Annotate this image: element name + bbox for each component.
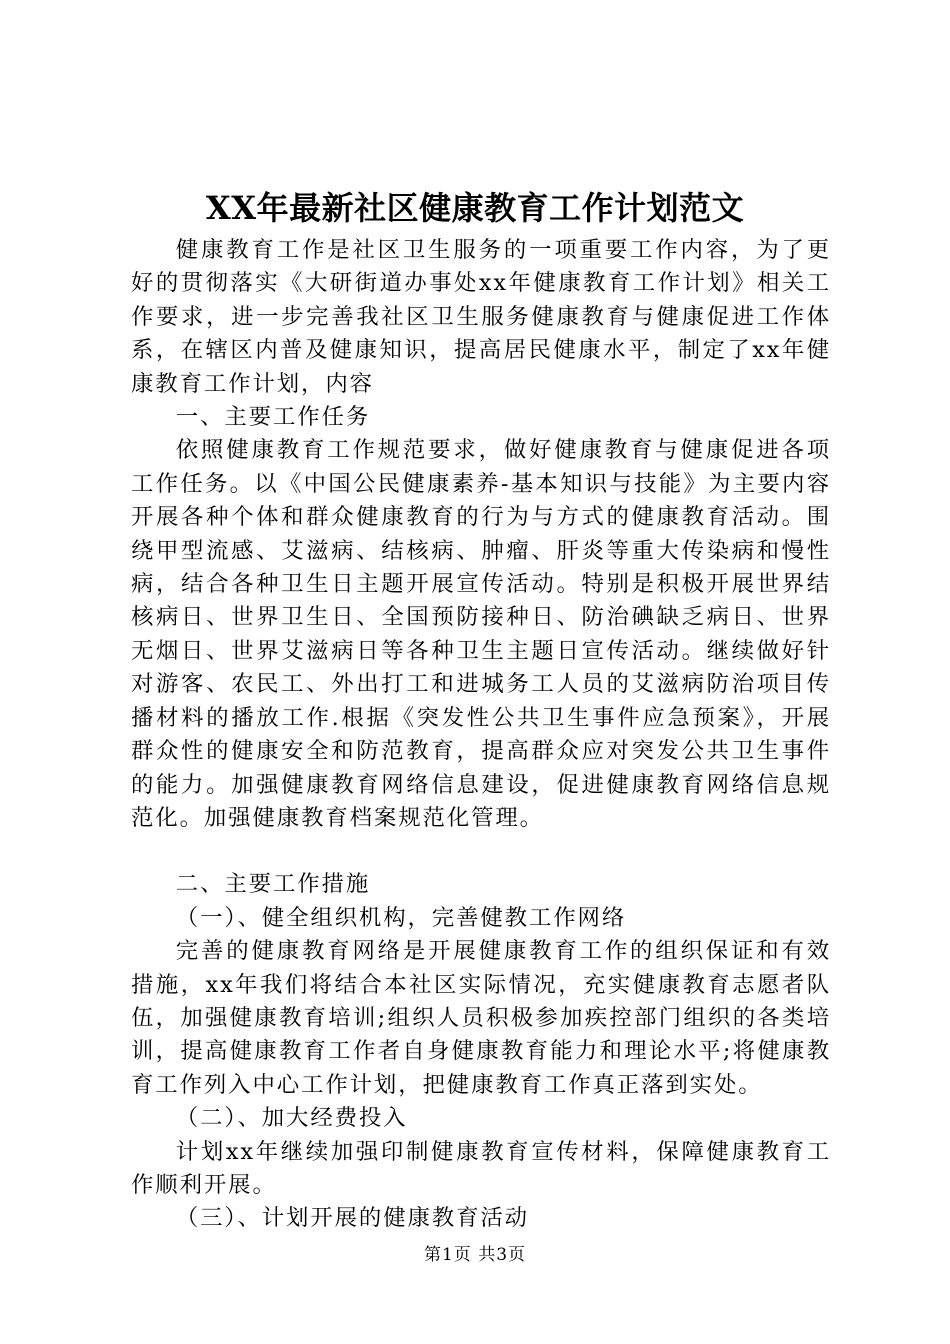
page-footer: 第1页 共3页	[423, 1245, 527, 1265]
paragraph-spacer	[131, 835, 831, 868]
subheading-activities: （三）、计划开展的健康教育活动	[175, 1205, 529, 1232]
section-heading-measures: 二、主要工作措施	[175, 871, 371, 898]
tasks-paragraph: 依照健康教育工作规范要求，做好健康教育与健康促进各项工作任务。以《中国公民健康素养-基本知识与技能》为主要内容开展各种个体和群众健康教育的行为与方式的健康教育活动。围绕甲型流感、艾滋病、结核病、肿瘤、肝炎等重大传染病和慢性病，结合各种卫生日主题开展宣传活动。特别是积极开展世界结核病日、世界卫生日、全国预防接种日、防治碘缺乏病日、世界无烟日、世界艾滋病日等各种卫生主题日宣传活动。继续做好针对游客、农民工、外出打工和进城务工人员的艾滋病防治项目传播材料的播放工作.根据《突发性公共卫生事件应急预案》，开展群众性的健康安全和防范教育，提高群众应对突发公共卫生事件的能力。加强健康教育网络信息建设，促进健康教育网络信息规范化。加强健康教育档案规范化管理。	[131, 437, 831, 831]
subheading-organization: （一）、健全组织机构，完善健教工作网络	[175, 904, 627, 931]
document-body	[131, 234, 831, 1236]
section-heading-tasks: 一、主要工作任务	[175, 404, 371, 431]
organization-paragraph: 完善的健康教育网络是开展健康教育工作的组织保证和有效措施，xx年我们将结合本社区实际情况，充实健康教育志愿者队伍，加强健康教育培训;组织人员积极参加疾控部门组织的各类培训，提高健康教育工作者自身健康教育能力和理论水平;将健康教育工作列入中心工作计划，把健康教育工作真正落到实处。	[131, 938, 831, 1098]
subheading-funding: （二）、加大经费投入	[175, 1105, 408, 1132]
document-title: XX年最新社区健康教育工作计划范文	[205, 189, 745, 227]
funding-paragraph: 计划xx年继续加强印制健康教育宣传材料，保障健康教育工作顺利开展。	[131, 1138, 831, 1198]
intro-paragraph: 健康教育工作是社区卫生服务的一项重要工作内容，为了更好的贯彻落实《大研街道办事处xx年健康教育工作计划》相关工作要求，进一步完善我社区卫生服务健康教育与健康促进工作体系，在辖区内普及健康知识，提高居民健康水平，制定了xx年健康教育工作计划，内容	[131, 237, 831, 397]
